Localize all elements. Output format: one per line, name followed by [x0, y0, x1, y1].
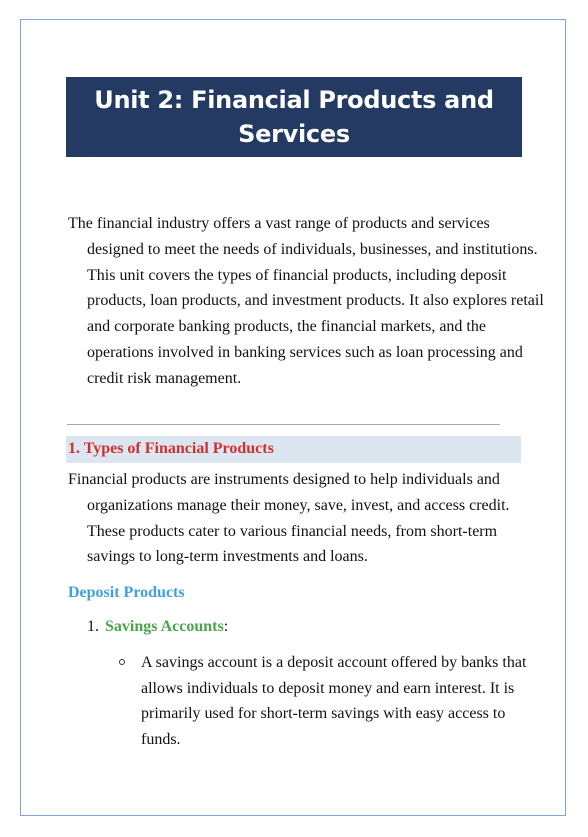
subheading-deposit-products: Deposit Products [68, 584, 185, 601]
section-heading: 1. Types of Financial Products [68, 440, 274, 457]
list-item-suffix: : [223, 618, 229, 635]
page-title: Unit 2: Financial Products and Services [94, 86, 494, 148]
list-item-label: Savings Accounts [105, 618, 224, 635]
list-item [87, 614, 228, 640]
hollow-circle-bullet-icon [119, 659, 125, 665]
bullet-text: A savings account is a deposit account offered by banks that allows individuals to deposit money and earn interest. It is primarily used for short-term savings with easy access to funds. [141, 654, 527, 748]
section-heading-bar [66, 436, 521, 463]
title-banner [66, 77, 522, 157]
bullet-item [119, 650, 529, 752]
section-divider [67, 424, 500, 425]
section-description: Financial products are instruments designed to help individuals and organizations manage their money, save, invest, and access credit. These products cater to various financial needs, from short-term savings to long-term investments and loans. [68, 471, 510, 566]
list-item-number: 1. [87, 618, 99, 635]
intro-paragraph: The financial industry offers a vast range of products and services designed to meet the needs of individuals, businesses, and institutions. This unit covers the types of financial products, including deposit products, loan products, and investment products. It also explores retail and corporate banking products, the financial markets, and the operations involved in banking services such as loan processing and credit risk management. [68, 215, 544, 387]
